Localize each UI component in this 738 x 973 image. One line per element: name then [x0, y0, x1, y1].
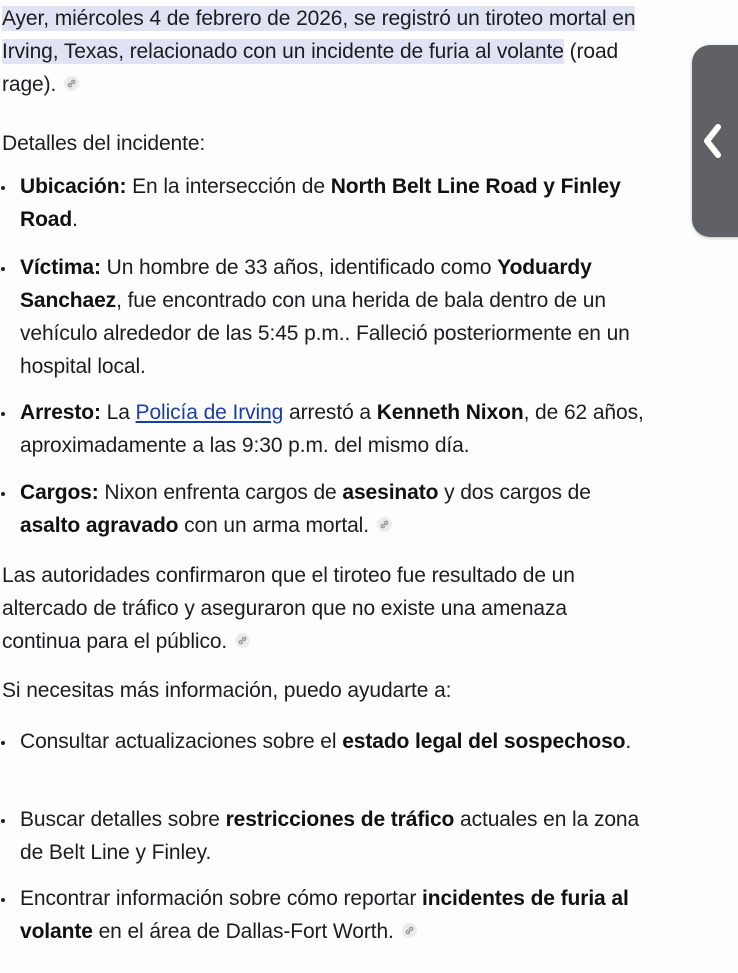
item-text-end: en el área de Dallas-Fort Worth. [92, 920, 394, 943]
item-bold: estado legal del sospechoso [342, 730, 626, 753]
charge-murder: asesinato [342, 481, 439, 504]
item-label: Ubicación: [20, 175, 127, 198]
authorities-paragraph [2, 559, 642, 658]
list-item-victima [20, 251, 650, 383]
victim-name: Yoduardy Sanchaez [20, 256, 592, 312]
intro-paragraph [2, 2, 642, 101]
bullet-dot [1, 898, 5, 902]
list-item-legal [20, 725, 650, 758]
item-text-end: , de 62 años, aproximadamente a las 9:30 p.m. del mismo día. [20, 401, 644, 457]
item-text: Nixon enfrenta cargos de [98, 481, 343, 504]
details-heading: Detalles del incidente: [2, 132, 206, 155]
item-text: Buscar detalles sobre [20, 808, 226, 831]
list-item-report [20, 882, 650, 948]
bullet-dot [1, 819, 5, 823]
item-text: y dos cargos de [438, 481, 591, 504]
bullet-dot [1, 741, 5, 745]
side-panel-handle[interactable] [692, 45, 738, 237]
help-intro: Si necesitas más información, puedo ayudarte a: [2, 679, 452, 702]
suspect-name: Kenneth Nixon [376, 401, 524, 424]
link-icon[interactable] [235, 633, 250, 648]
bullet-dot [1, 267, 5, 271]
item-label: Arresto: [20, 401, 101, 424]
item-text: Un hombre de 33 años, identificado como [100, 256, 498, 279]
link-icon[interactable] [64, 76, 79, 91]
list-item-traffic [20, 803, 650, 869]
list-item-cargos [20, 476, 650, 542]
item-text: En la intersección de [126, 175, 331, 198]
chevron-left-icon [698, 121, 728, 161]
authorities-text: Las autoridades confirmaron que el tiroteo fue resultado de un altercado de tráfico y aseguraron que no existe una amenaza continua para el público. [2, 564, 575, 653]
item-text: Encontrar información sobre cómo reportar [20, 887, 422, 910]
item-text-end: actuales en la zona de Belt Line y Finley. [20, 808, 640, 864]
item-text: arrestó a [283, 401, 377, 424]
police-link[interactable]: Policía de Irving [135, 401, 284, 424]
item-text-end: . [72, 208, 78, 231]
link-icon[interactable] [377, 517, 392, 532]
charge-assault: asalto agravado [20, 514, 179, 537]
item-bold: incidentes de furia al volante [20, 887, 629, 943]
item-bold: restricciones de tráfico [225, 808, 455, 831]
item-label: Víctima: [20, 256, 101, 279]
highlighted-text: Ayer, miércoles 4 de febrero de 2026, se registró un tiroteo mortal en Irving, Texas, relacionado con un incidente de furia al volante [2, 7, 636, 63]
list-item-ubicacion [20, 170, 650, 236]
item-label: Cargos: [20, 481, 99, 504]
bullet-dot [1, 186, 5, 190]
item-text-end: . [625, 730, 632, 753]
item-text-end: con un arma mortal. [178, 514, 369, 537]
bullet-dot [1, 412, 5, 416]
bullet-dot [1, 492, 5, 496]
link-icon[interactable] [402, 923, 417, 938]
location-name: North Belt Line Road y Finley Road [20, 175, 621, 231]
list-item-arresto [20, 396, 650, 462]
item-text: Consultar actualizaciones sobre el [20, 730, 343, 753]
item-text: La [100, 401, 136, 424]
intro-tail: (road rage). [2, 40, 619, 96]
item-text-end: , fue encontrado con una herida de bala dentro de un vehículo alrededor de las 5:45 p.m.. Falleció posteriormente en un hospital local. [20, 289, 630, 378]
